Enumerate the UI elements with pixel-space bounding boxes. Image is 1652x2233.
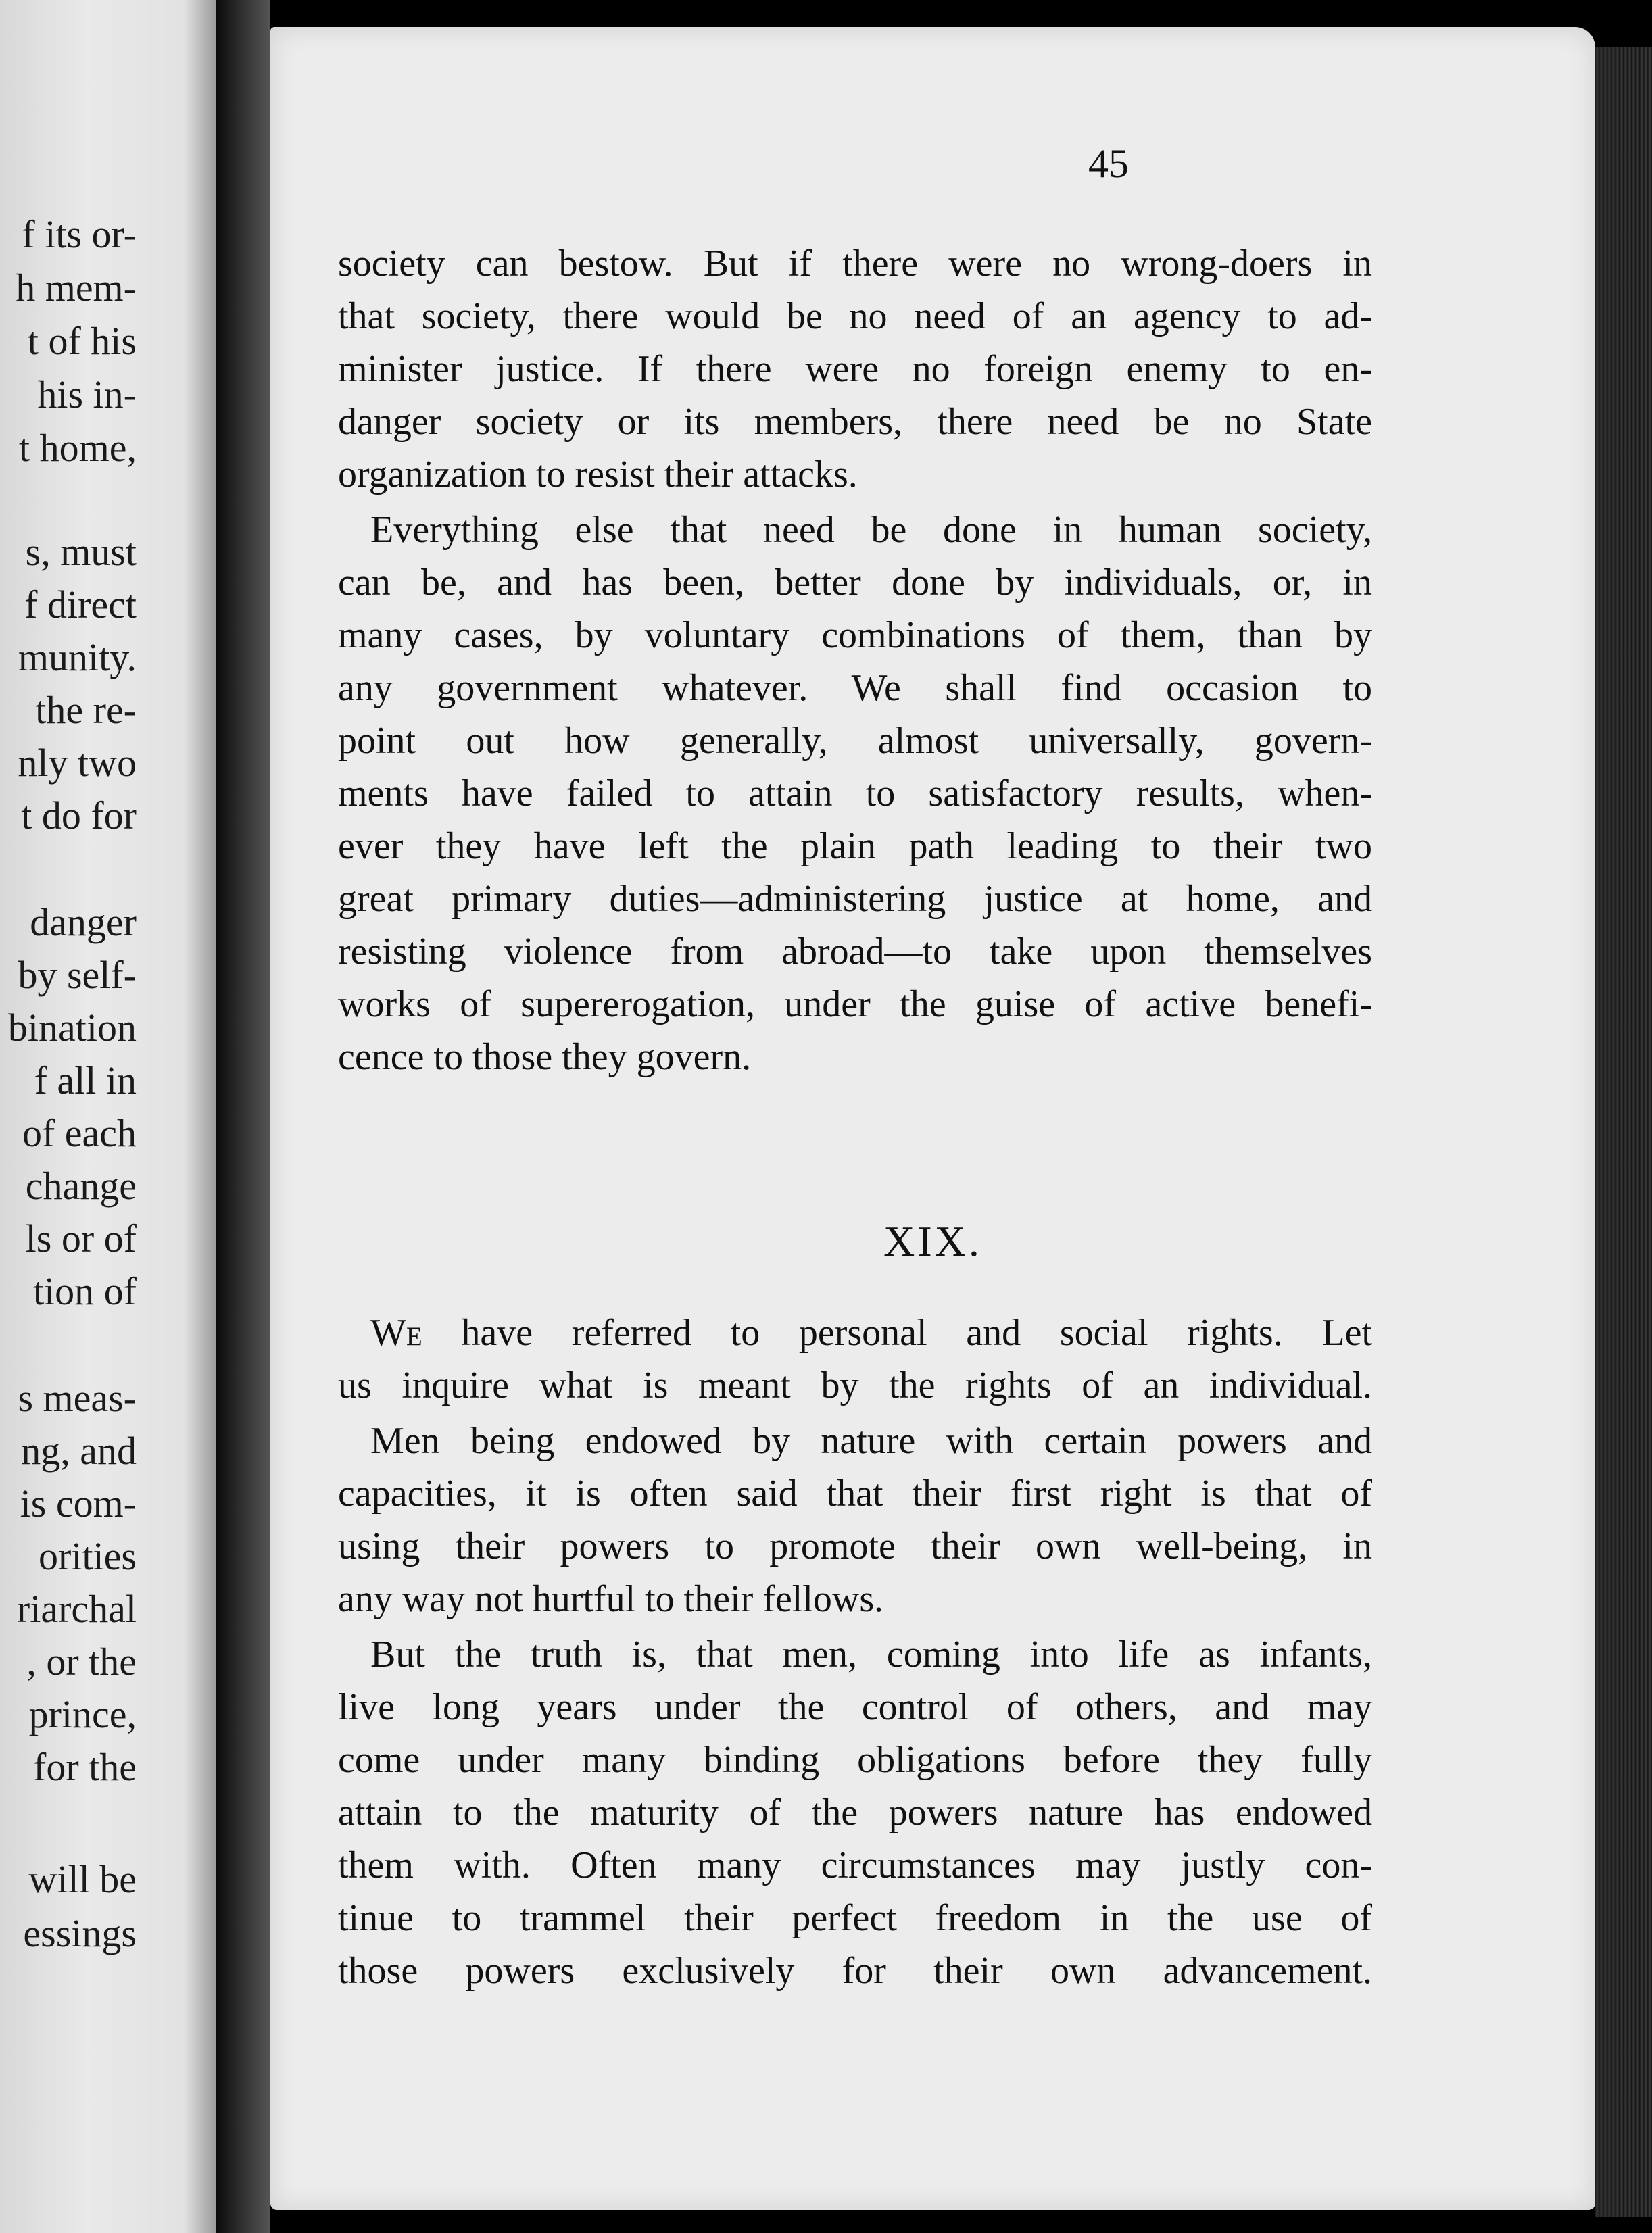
left-page-line: the re- [35,688,137,732]
left-page-line: prince, [28,1692,137,1736]
left-page-line: his in- [37,372,137,416]
left-page-line: for the [33,1745,137,1789]
text-line: can be, and has been, better done by individuals, or, in [338,562,1372,604]
previous-page [0,0,216,2233]
left-page-line: f its or- [22,212,137,256]
text-line: them with. Often many circumstances may justly con- [338,1844,1372,1886]
section-heading: XIX. [883,1217,982,1265]
text-line-rest: have referred to personal and social rights. Let [461,1312,1373,1354]
text-line: organization to resist their attacks. [338,453,858,495]
text-line: society can bestow. But if there were no wrong-doers in [338,243,1372,285]
text-line: live long years under the control of others, and may [338,1686,1372,1728]
page-number: 45 [1088,141,1129,186]
text-line: danger society or its members, there need be no State [338,401,1372,443]
page-edges [1595,47,1652,2217]
left-page-line: bination [7,1006,137,1050]
text-line: cence to those they govern. [338,1036,752,1078]
text-line: come under many binding obligations before they fully [338,1739,1372,1781]
left-page-line: nly two [18,741,137,785]
text-line: us inquire what is meant by the rights of an individual. [338,1365,1372,1406]
text-line: attain to the maturity of the powers nature has endowed [338,1792,1372,1834]
text-line: ever they have left the plain path leading to their two [338,825,1372,867]
text-line: resisting violence from abroad—to take upon themselves [338,931,1372,973]
left-page-line: essings [23,1911,137,1955]
text-line: Men being endowed by nature with certain powers and [370,1420,1372,1462]
left-page-line: t home, [19,426,137,470]
left-page-line: t do for [21,793,137,837]
left-page-line: will be [28,1857,137,1901]
left-page-line: ls or of [25,1217,137,1260]
left-page-line: change [25,1164,137,1208]
text-line: many cases, by voluntary combinations of them, than by [338,614,1372,656]
text-line: those powers exclusively for their own advancement. [338,1950,1372,1992]
left-page-line: t of his [27,319,137,363]
book-gutter [216,0,270,2233]
text-line: point out how generally, almost universally, govern- [338,720,1372,762]
left-page-line: f all in [34,1058,137,1102]
left-page-line: ng, and [21,1429,137,1473]
left-page-line: of each [22,1111,137,1155]
text-line [338,1314,1372,1352]
left-page-line: , or the [26,1640,137,1684]
text-line: ments have failed to attain to satisfactory results, when- [338,772,1372,814]
text-line: But the truth is, that men, coming into life as infants, [370,1634,1372,1675]
text-line: Everything else that need be done in human society, [370,509,1372,551]
left-page-line: munity. [18,635,137,679]
left-page-line: orities [39,1534,137,1578]
text-line: great primary duties—administering justice at home, and [338,878,1372,920]
left-page-line: danger [30,900,137,944]
text-line: any government whatever. We shall find occasion to [338,667,1372,709]
book-page [270,27,1595,2210]
left-page-line: is com- [20,1481,137,1525]
text-line: any way not hurtful to their fellows. [338,1578,884,1620]
left-page-line: s, must [25,530,137,574]
left-page-line: riarchal [16,1587,137,1631]
left-page-line: by self- [18,953,137,997]
text-line: tinue to trammel their perfect freedom in the use of [338,1897,1372,1939]
text-line: minister justice. If there were no foreign enemy to en- [338,348,1372,390]
left-page-line: s meas- [18,1376,137,1420]
left-page-line: h mem- [16,266,137,310]
drop-word: We [370,1312,422,1354]
text-line: capacities, it is often said that their first right is that of [338,1473,1372,1515]
left-page-line: f direct [24,583,137,627]
text-line: works of supererogation, under the guise of active benefi- [338,983,1372,1025]
text-line: that society, there would be no need of an agency to ad- [338,295,1372,337]
left-page-line: tion of [32,1269,137,1313]
text-line: using their powers to promote their own well-being, in [338,1525,1372,1567]
